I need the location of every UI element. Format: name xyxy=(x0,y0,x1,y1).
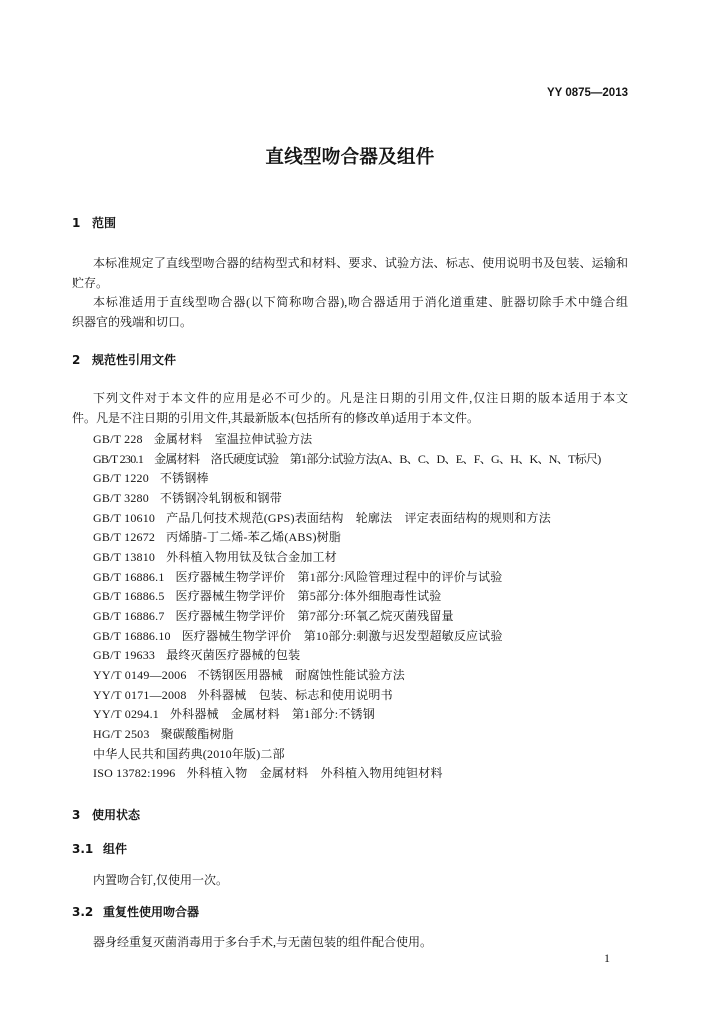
section-title: 规范性引用文件 xyxy=(92,353,177,367)
reference-title: 外科植入物用钛及钛合金加工材 xyxy=(166,549,337,564)
paragraph-line: 本标准规定了直线型吻合器的结构型式和材料、要求、试验方法、标志、使用说明书及包装、运输和 xyxy=(93,256,628,270)
paragraph-line: 贮存。 xyxy=(72,276,109,290)
reference-title: 医疗器械生物学评价 第5部分:体外细胞毒性试验 xyxy=(175,589,442,604)
reference-code: YY/T 0171—2008 xyxy=(93,687,187,702)
section-number: 1 xyxy=(72,216,81,230)
section-title: 范围 xyxy=(92,216,117,230)
reference-code: GB/T 13810 xyxy=(93,549,156,564)
reference-title: 医疗器械生物学评价 第1部分:风险管理过程中的评价与试验 xyxy=(175,569,503,584)
reference-title: 不锈钢棒 xyxy=(159,471,209,486)
reference-title: 不锈钢冷轧钢板和钢带 xyxy=(159,490,282,505)
document-title: 直线型吻合器及组件 xyxy=(265,147,435,168)
reference-title: 丙烯腈-丁二烯-苯乙烯(ABS)树脂 xyxy=(166,530,342,545)
reference-code: GB/T 12672 xyxy=(93,530,156,545)
reference-code: GB/T 16886.1 xyxy=(93,569,165,584)
subsection-title: 组件 xyxy=(103,842,128,856)
subsection-text: 内置吻合钉,仅使用一次。 xyxy=(93,873,229,887)
reference-item xyxy=(93,666,601,686)
reference-title: 中华人民共和国药典(2010年版)二部 xyxy=(93,746,285,761)
subsection-text: 器身经重复灭菌消毒用于多台手术,与无菌包装的组件配合使用。 xyxy=(93,935,433,949)
reference-item xyxy=(93,568,601,588)
section-number: 3 xyxy=(72,808,81,822)
subsection-heading xyxy=(72,902,199,922)
subsection-number: 3.2 xyxy=(72,905,94,919)
reference-title: 医疗器械生物学评价 第10部分:刺激与迟发型超敏反应试验 xyxy=(181,628,503,643)
section-number: 2 xyxy=(72,353,81,367)
reference-item xyxy=(93,646,601,666)
page-number: 1 xyxy=(604,951,610,965)
reference-title: 外科器械 包装、标志和使用说明书 xyxy=(197,687,393,702)
reference-list xyxy=(93,430,601,784)
reference-title: 最终灭菌医疗器械的包装 xyxy=(166,648,301,663)
reference-code: GB/T 228 xyxy=(93,432,143,446)
reference-item xyxy=(93,607,601,627)
reference-title: 金属材料 洛氏硬度试验 第1部分:试验方法(A、B、C、D、E、F、G、H、K、N、T标尺) xyxy=(154,451,601,466)
reference-item xyxy=(93,705,601,725)
paragraph-line: 件。凡是不注日期的引用文件,其最新版本(包括所有的修改单)适用于本文件。 xyxy=(72,411,479,425)
reference-item xyxy=(93,587,601,607)
reference-code: GB/T 16886.5 xyxy=(93,589,165,604)
reference-item xyxy=(93,548,601,568)
reference-item xyxy=(93,686,601,706)
reference-code: GB/T 16886.10 xyxy=(93,628,171,643)
reference-code: GB/T 10610 xyxy=(93,510,156,525)
reference-item xyxy=(93,764,601,784)
document-number: YY 0875—2013 xyxy=(547,87,628,99)
paragraph xyxy=(72,292,628,332)
section-heading-scope xyxy=(72,213,116,233)
subsection-title: 重复性使用吻合器 xyxy=(103,905,200,919)
reference-title: 产品几何技术规范(GPS)表面结构 轮廓法 评定表面结构的规则和方法 xyxy=(166,510,551,525)
reference-code: YY/T 0149—2006 xyxy=(93,667,187,682)
reference-title: 外科植入物 金属材料 外科植入物用纯钽材料 xyxy=(186,766,443,781)
reference-code: ISO 13782:1996 xyxy=(93,766,176,781)
reference-item xyxy=(93,509,601,529)
reference-code: HG/T 2503 xyxy=(93,726,150,741)
paragraph xyxy=(72,388,628,428)
reference-code: GB/T 16886.7 xyxy=(93,608,165,623)
paragraph-line: 下列文件对于本文件的应用是必不可少的。凡是注日期的引用文件,仅注日期的版本适用于本文 xyxy=(93,391,628,405)
reference-title: 聚碳酸酯树脂 xyxy=(160,726,234,741)
section-heading-usage xyxy=(72,805,140,825)
reference-item xyxy=(93,430,601,450)
section-title: 使用状态 xyxy=(92,808,141,822)
reference-item xyxy=(93,627,601,647)
reference-item xyxy=(93,450,601,470)
reference-item xyxy=(93,489,601,509)
paragraph xyxy=(72,253,628,293)
reference-title: 外科器械 金属材料 第1部分:不锈钢 xyxy=(169,707,375,722)
reference-code: GB/T 230.1 xyxy=(93,451,144,466)
reference-code: GB/T 19633 xyxy=(93,648,156,663)
reference-code: GB/T 1220 xyxy=(93,471,149,486)
paragraph-line: 织器官的残端和切口。 xyxy=(72,315,193,329)
reference-title: 医疗器械生物学评价 第7部分:环氧乙烷灭菌残留量 xyxy=(175,608,454,623)
reference-item xyxy=(93,528,601,548)
subsection-number: 3.1 xyxy=(72,842,94,856)
reference-code: GB/T 3280 xyxy=(93,490,149,505)
reference-item xyxy=(93,725,601,745)
reference-item xyxy=(93,745,601,765)
reference-title: 不锈钢医用器械 耐腐蚀性能试验方法 xyxy=(197,667,405,682)
reference-title: 金属材料 室温拉伸试验方法 xyxy=(153,432,313,446)
reference-code: YY/T 0294.1 xyxy=(93,707,159,722)
paragraph-line: 本标准适用于直线型吻合器(以下简称吻合器),吻合器适用于消化道重建、脏器切除手术中缝合组 xyxy=(93,295,628,309)
reference-item xyxy=(93,469,601,489)
subsection-heading xyxy=(72,839,127,859)
section-heading-references xyxy=(72,350,176,370)
